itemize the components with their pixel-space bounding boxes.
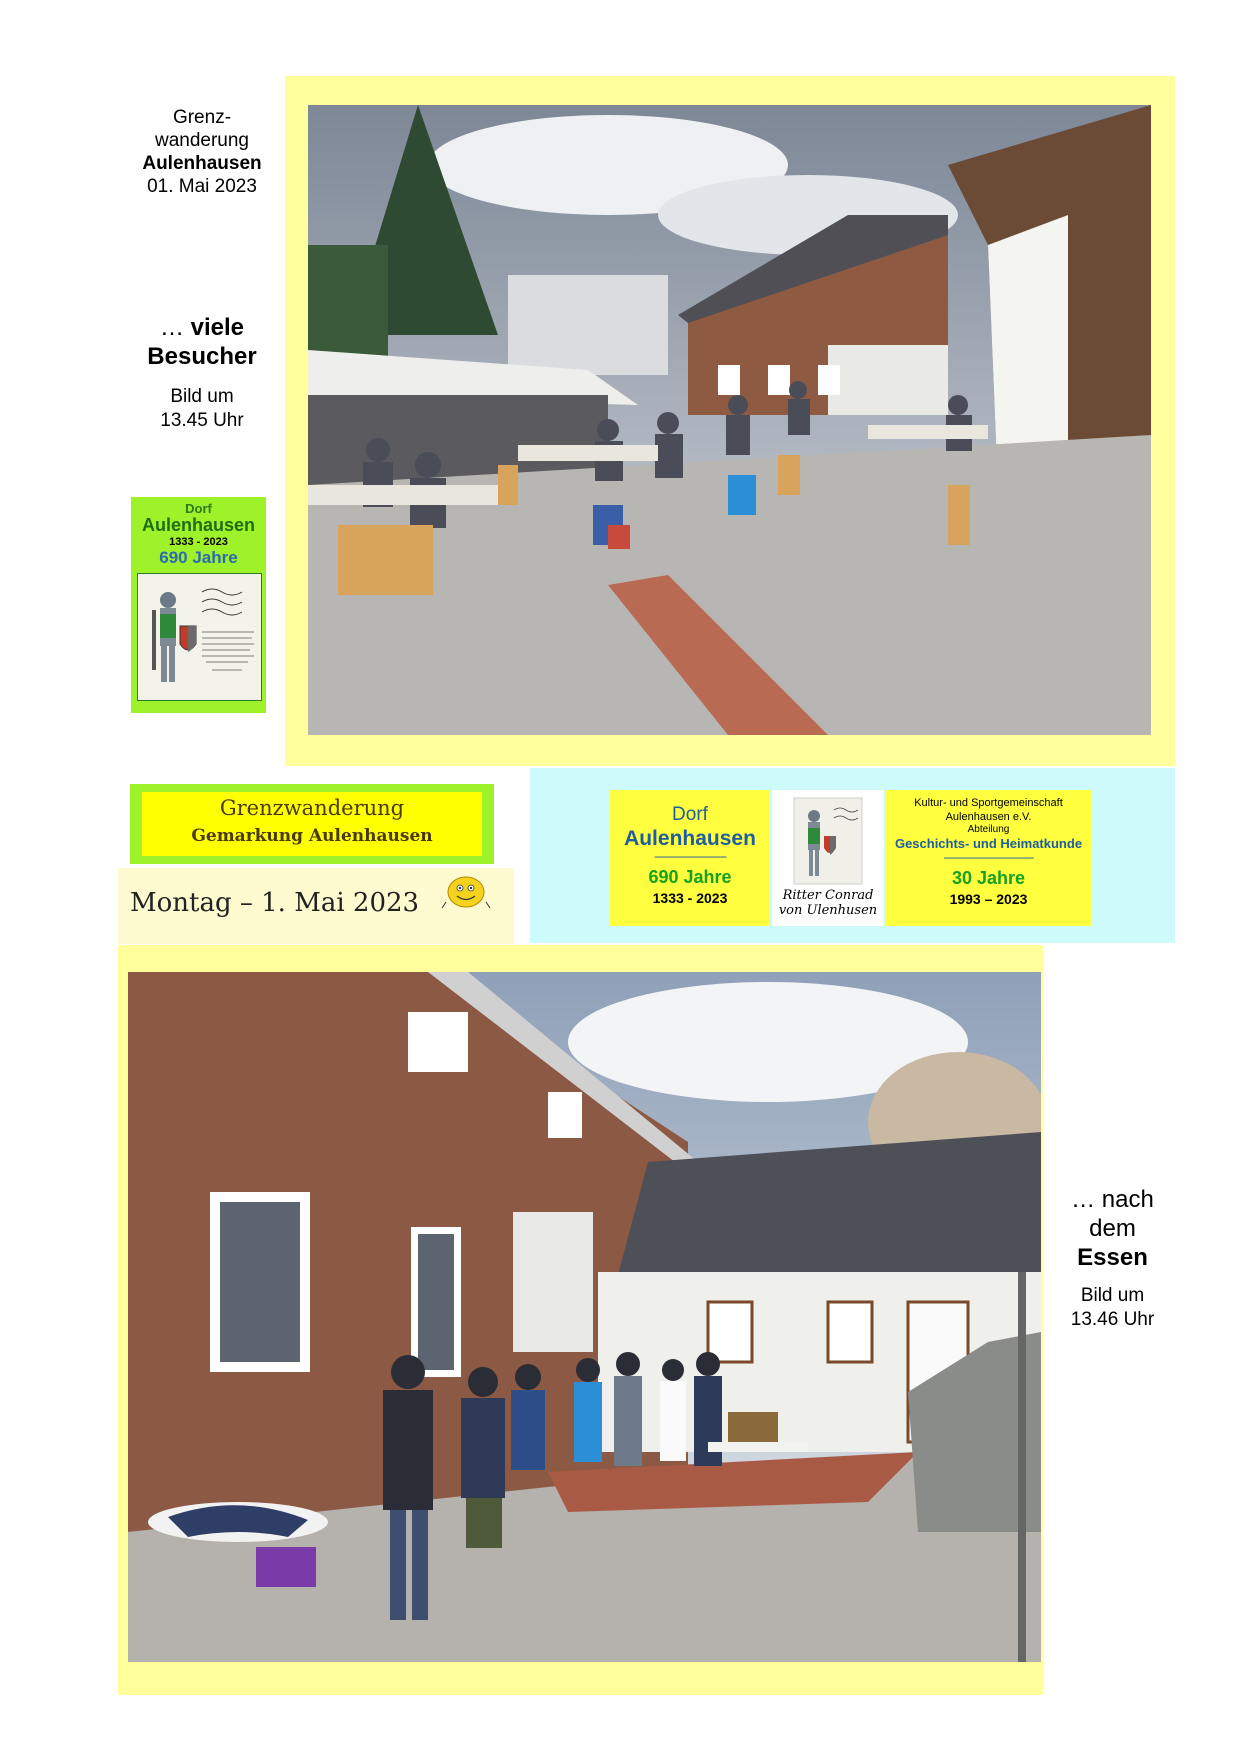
caption-event-line3: Aulenhausen [142,153,262,174]
caption-time-2 [1055,1284,1170,1332]
logo-dorf-years: 1333 - 2023 [652,890,728,906]
poster-name: Aulenhausen [141,515,256,535]
logo-dorf-name: Aulenhausen [624,827,756,850]
caption-event-line1: Grenz- [172,107,232,128]
logo-ksg-divider: ------------------------------ [943,850,1034,864]
logo-ksg [886,790,1091,926]
poster-years: 1333 - 2023 [169,536,228,548]
logo-knight-line2: von Ulenhusen [778,903,878,918]
logo-dorf-divider: ------------------------ [654,849,726,863]
caption-after-line1: … nach [1071,1186,1154,1213]
knight-icon [772,790,884,890]
caption-visitors-line2: Besucher [147,343,257,370]
logo-knight [772,790,884,926]
logo-dorf-label: Dorf [672,804,708,825]
caption-after-line3: Essen [1077,1244,1148,1271]
caption-after-meal [1055,1185,1170,1272]
title-line2: Gemarkung Aulenhausen [191,826,433,846]
caption-time-1-line2: 13.45 Uhr [160,410,244,431]
logo-ksg-abteilung: Abteilung [967,824,1010,835]
logo-dorf-jahre: 690 Jahre [648,867,732,887]
caption-visitors [118,313,286,371]
photo-after-meal [128,972,1041,1662]
logo-knight-line1: Ritter Conrad [782,888,874,903]
knight-icon [138,574,261,700]
poster-jahre: 690 Jahre [159,548,238,567]
logo-ksg-dept: Geschichts- und Heimatkunde [894,836,1083,851]
caption-time-2-line2: 13.46 Uhr [1070,1309,1155,1330]
caption-time-1-line1: Bild um [170,386,234,407]
logo-ksg-org2: Aulenhausen e.V. [945,811,1032,823]
poster-dorf: Dorf [185,501,212,516]
caption-time-2-line1: Bild um [1080,1285,1145,1306]
caption-event-line2: wanderung [154,130,250,151]
caption-time-1 [118,385,286,433]
smiley-icon [440,872,492,912]
caption-visitors-prefix: … [159,314,191,341]
event-date: Montag – 1. Mai 2023 [130,888,420,918]
logo-ksg-years: 1993 – 2023 [949,891,1028,907]
logo-dorf-aulenhausen [610,790,770,926]
caption-event-line4: 01. Mai 2023 [147,176,257,197]
caption-visitors-bold: viele [190,314,245,341]
title-line1: Grenzwanderung [219,796,405,820]
logo-ksg-org: Kultur- und Sportgemeinschaft [914,797,1063,809]
anniversary-poster [131,497,266,713]
caption-after-line2: dem [1089,1215,1136,1242]
poster-knight-card [137,573,262,701]
caption-event [118,106,286,198]
logo-ksg-jahre: 30 Jahre [951,868,1026,888]
photo-visitors-courtyard [308,105,1151,735]
